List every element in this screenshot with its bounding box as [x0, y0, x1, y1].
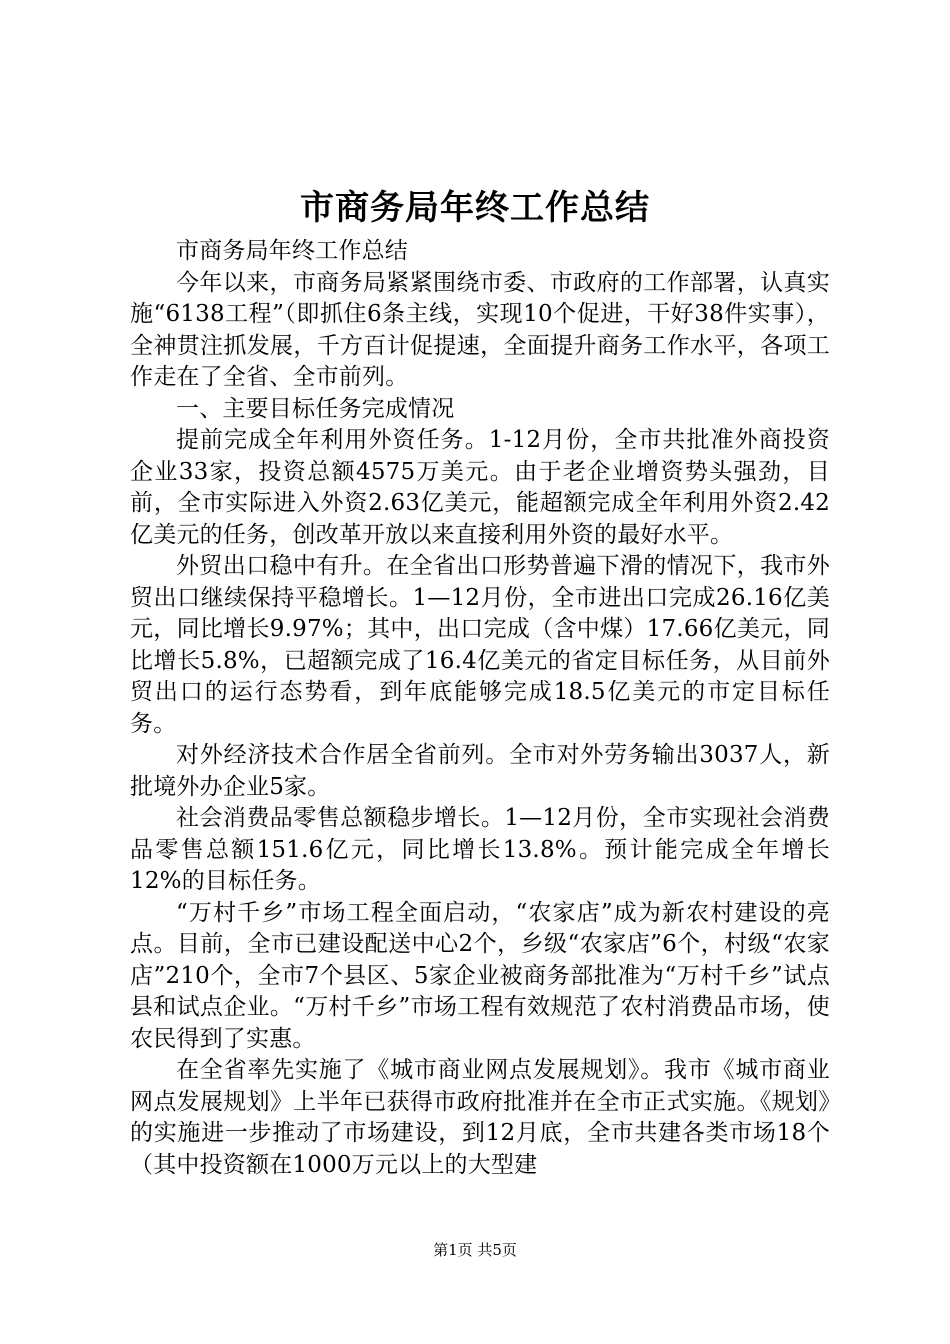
paragraph-heading: 市商务局年终工作总结 [176, 238, 408, 264]
paragraph-retail-sales: 社会消费品零售总额稳步增长。1—12月份，全市实现社会消费品零售总额151.6亿元，同比增长13.8%。预计能完成全年增长12%的目标任务。 [130, 805, 830, 894]
paragraph-commercial-planning: 在全省率先实施了《城市商业网点发展规划》。我市《城市商业网点发展规划》上半年已获得市政府批准并在全市正式实施。《规划》的实施进一步推动了市场建设，到12月底，全市共建各类市场18个（其中投资额在1000万元以上的大型建 [130, 1057, 830, 1178]
section-heading: 一、主要目标任务完成情况 [176, 395, 455, 422]
page-footer: 第1页 共5页 [433, 1241, 517, 1259]
document-title: 市商务局年终工作总结 [300, 188, 650, 228]
document-body [130, 236, 830, 1181]
paragraph-intro: 今年以来，市商务局紧紧围绕市委、市政府的工作部署，认真实施“6138工程”（即抓住6条主线，实现10个促进，干好38件实事），全神贯注抓发展，千方百计促提速，全面提升商务工作水平，各项工作走在了全省、全市前列。 [130, 269, 830, 390]
paragraph-rural-market: “万村千乡”市场工程全面启动，“农家店”成为新农村建设的亮点。目前，全市已建设配送中心2个，乡级“农家店”6个，村级“农家店”210个，全市7个县区、5家企业被商务部批准为“万村千乡”试点县和试点企业。“万村千乡”市场工程有效规范了农村消费品市场，使农民得到了实惠。 [130, 899, 830, 1052]
paragraph-economic-cooperation: 对外经济技术合作居全省前列。全市对外劳务输出3037人，新批境外办企业5家。 [130, 742, 830, 800]
paragraph-foreign-trade: 外贸出口稳中有升。在全省出口形势普遍下滑的情况下，我市外贸出口继续保持平稳增长。1—12月份，全市进出口完成26.16亿美元，同比增长9.97%；其中，出口完成（含中煤）17.66亿美元，同比增长5.8%，已超额完成了16.4亿美元的省定目标任务，从目前外贸出口的运行态势看，到年底能够完成18.5亿美元的市定目标任务。 [130, 553, 830, 737]
paragraph-foreign-investment: 提前完成全年利用外资任务。1-12月份，全市共批准外商投资企业33家，投资总额4575万美元。由于老企业增资势头强劲，目前，全市实际进入外资2.63亿美元，能超额完成全年利用外资2.42亿美元的任务，创改革开放以来直接利用外资的最好水平。 [130, 427, 830, 548]
